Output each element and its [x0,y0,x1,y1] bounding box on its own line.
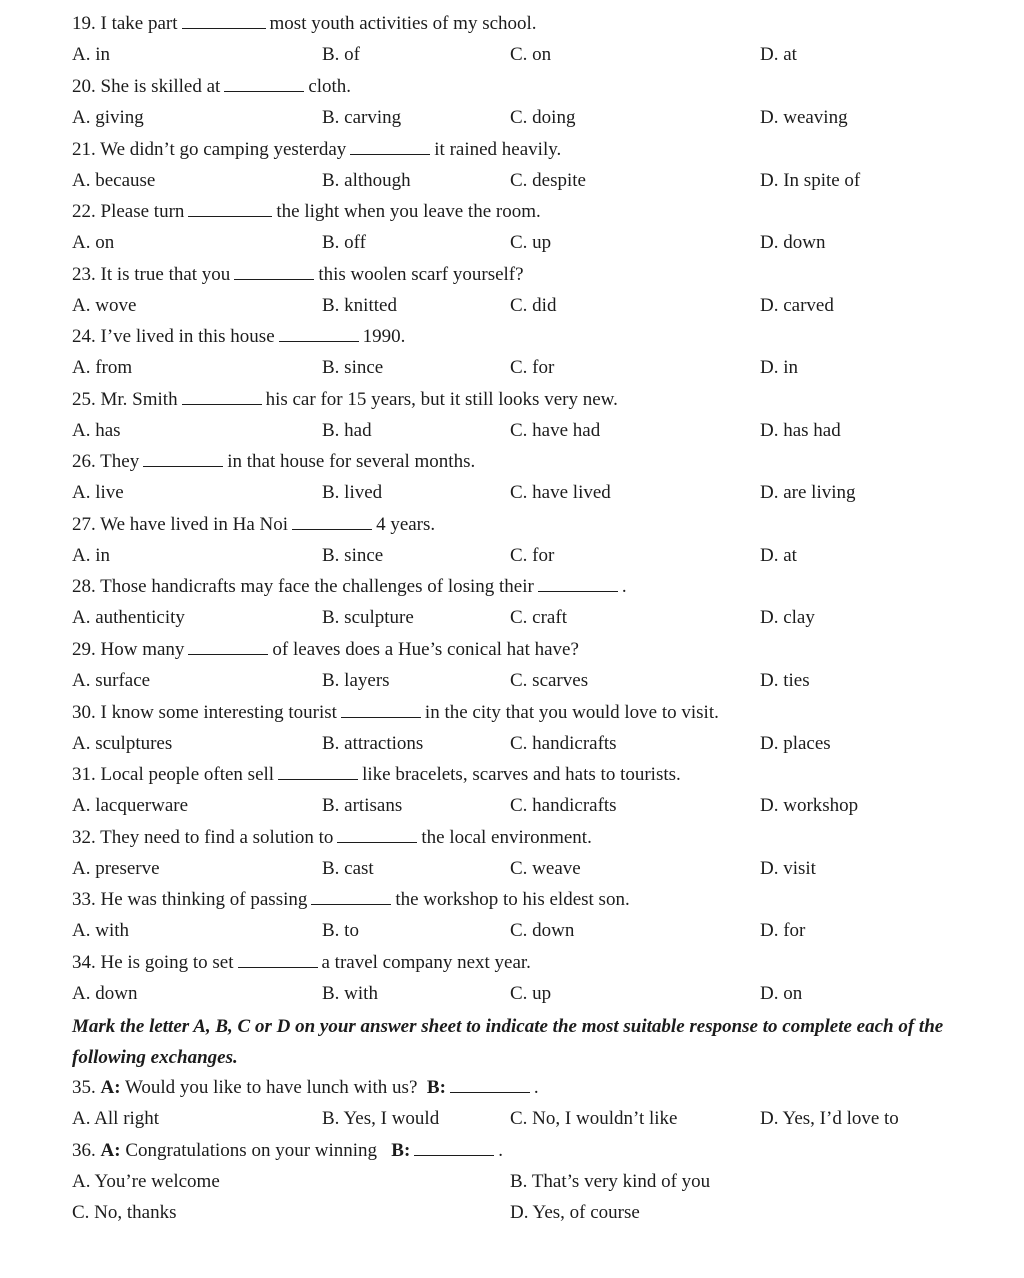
option-a: A. lacquerware [72,795,189,816]
option-d: D. in [760,357,798,378]
question-number: 27. [72,514,96,535]
question-number: 23. [72,264,96,285]
option-b: B. off [322,232,366,253]
question-text-after: in that house for several months. [227,451,476,472]
question-23 [72,260,524,290]
question-number: 19. [72,13,96,34]
question-text-after: . [498,1140,504,1161]
question-text-before: She is skilled at [100,76,221,97]
option-c: C. doing [510,107,576,128]
question-text-after: 4 years. [376,514,436,535]
option-b: B. knitted [322,295,397,316]
question-number: 34. [72,952,96,973]
option-c: C. despite [510,170,586,191]
option-d: D. at [760,44,797,65]
question-number: 30. [72,702,96,723]
option-d: D. ties [760,670,810,691]
question-text-before: Local people often sell [100,764,275,785]
question-29 [72,635,579,665]
question-text-before: I’ve lived in this house [100,326,275,347]
question-text-after: most youth activities of my school. [269,13,537,34]
answer-blank [188,198,272,217]
option-c: C. for [510,357,555,378]
question-text-after: this woolen scarf yourself? [318,264,524,285]
option-b: B. Yes, I would [322,1108,440,1129]
option-c: C. on [510,44,552,65]
option-d: D. for [760,920,806,941]
question-text-before: It is true that you [100,264,231,285]
answer-blank [341,699,421,718]
option-b: B. carving [322,107,402,128]
question-26 [72,447,475,477]
question-number: 35. [72,1077,96,1098]
option-c: C. handicrafts [510,733,617,754]
option-a: A. in [72,545,110,566]
option-a: A. on [72,232,115,253]
answer-blank [450,1074,530,1093]
question-number: 26. [72,451,96,472]
answer-blank [538,573,618,592]
question-text-after: of leaves does a Hue’s conical hat have? [272,639,579,660]
question-19 [72,9,537,39]
option-c: C. up [510,983,552,1004]
question-21 [72,135,561,165]
option-c: C. No, thanks [72,1202,177,1223]
question-text-before: He was thinking of passing [100,889,308,910]
question-number: 25. [72,389,96,410]
option-a: A. in [72,44,110,65]
question-text-before: He is going to set [100,952,234,973]
option-c: C. have lived [510,482,611,503]
question-text-before: Mr. Smith [100,389,178,410]
option-b: B. since [322,545,384,566]
question-text-before: We didn’t go camping yesterday [100,139,347,160]
option-a: A. All right [72,1108,160,1129]
answer-blank [311,886,391,905]
answer-blank [279,323,359,342]
option-d: D. clay [760,607,815,628]
option-c: C. have had [510,420,601,441]
answer-blank [292,511,372,530]
option-a: A. preserve [72,858,160,879]
option-d: D. In spite of [760,170,861,191]
section-instruction: Mark the letter A, B, C or D on your answer sheet to indicate the most suitable response to complete each of the following exchanges. [72,1016,944,1068]
speaker-a-label: A: [100,1077,121,1098]
option-d: D. workshop [760,795,859,816]
question-text-before: I take part [100,13,178,34]
question-24 [72,322,405,352]
option-c: C. down [510,920,575,941]
option-c: C. did [510,295,557,316]
option-c: C. No, I wouldn’t like [510,1108,678,1129]
option-b: B. cast [322,858,374,879]
question-number: 28. [72,576,96,597]
option-d: D. has had [760,420,841,441]
option-a: A. because [72,170,156,191]
option-b: B. to [322,920,359,941]
option-a: A. live [72,482,124,503]
question-text-after: cloth. [308,76,352,97]
option-a: A. sculptures [72,733,173,754]
option-c: C. craft [510,607,567,628]
question-22 [72,197,541,227]
question-number: 33. [72,889,96,910]
question-text-before: Those handicrafts may face the challenges of losing their [100,576,534,597]
question-text-before: Please turn [100,201,185,222]
question-31 [72,760,681,790]
option-a: A. giving [72,107,144,128]
question-text-after: the light when you leave the room. [276,201,541,222]
answer-blank [182,386,262,405]
speaker-b-label: B: [426,1077,446,1098]
answer-blank [234,261,314,280]
answer-blank [182,10,266,29]
question-number: 24. [72,326,96,347]
question-text-after: the local environment. [421,827,592,848]
question-20 [72,72,351,102]
question-text-after: a travel company next year. [321,952,531,973]
option-a: A. You’re welcome [72,1171,220,1192]
answer-blank [188,636,268,655]
question-28 [72,572,627,602]
answer-blank [337,824,417,843]
question-32 [72,823,592,853]
option-d: D. Yes, I’d love to [760,1108,899,1129]
option-d: D. at [760,545,797,566]
question-text-before: We have lived in Ha Noi [100,514,289,535]
question-number: 32. [72,827,96,848]
question-30 [72,698,719,728]
question-text-after: the workshop to his eldest son. [395,889,630,910]
question-text-after: it rained heavily. [434,139,562,160]
question-number: 31. [72,764,96,785]
question-text-after: 1990. [362,326,406,347]
question-number: 22. [72,201,96,222]
option-d: D. are living [760,482,856,503]
option-c: C. scarves [510,670,589,691]
option-b: B. layers [322,670,390,691]
speaker-a-text: Congratulations on your winning [125,1140,378,1161]
question-text-before: They need to find a solution to [100,827,334,848]
option-a: A. has [72,420,121,441]
option-b: B. of [322,44,360,65]
option-b: B. had [322,420,372,441]
question-text-after: like bracelets, scarves and hats to tourists. [362,764,681,785]
option-a: A. wove [72,295,137,316]
answer-blank [350,136,430,155]
answer-blank [224,73,304,92]
question-text-after: in the city that you would love to visit. [424,702,719,723]
option-c: C. handicrafts [510,795,617,816]
question-27 [72,510,435,540]
question-34 [72,948,531,978]
exchange-35 [72,1073,539,1103]
speaker-a-label: A: [100,1140,121,1161]
option-b: B. since [322,357,384,378]
option-b: B. artisans [322,795,403,816]
option-d: D. places [760,733,831,754]
answer-blank [143,448,223,467]
question-number: 36. [72,1140,96,1161]
question-33 [72,885,630,915]
option-b: B. with [322,983,378,1004]
answer-blank [238,949,318,968]
question-number: 21. [72,139,96,160]
option-d: D. Yes, of course [510,1202,640,1223]
option-a: A. from [72,357,133,378]
option-c: C. for [510,545,555,566]
option-b: B. attractions [322,733,424,754]
option-a: A. surface [72,670,151,691]
option-b: B. That’s very kind of you [510,1171,711,1192]
question-text-after: . [533,1077,539,1098]
option-a: A. down [72,983,138,1004]
speaker-a-text: Would you like to have lunch with us? [124,1077,418,1098]
option-b: B. sculpture [322,607,414,628]
option-d: D. carved [760,295,834,316]
option-d: D. weaving [760,107,848,128]
answer-blank [414,1137,494,1156]
option-b: B. although [322,170,411,191]
option-c: C. up [510,232,552,253]
option-b: B. lived [322,482,383,503]
question-text-after: . [621,576,627,597]
question-number: 20. [72,76,96,97]
answer-blank [278,761,358,780]
option-c: C. weave [510,858,581,879]
speaker-b-label: B: [391,1140,411,1161]
question-text-after: his car for 15 years, but it still looks very new. [265,389,618,410]
question-text-before: They [100,451,140,472]
option-a: A. with [72,920,129,941]
question-text-before: I know some interesting tourist [100,702,337,723]
question-number: 29. [72,639,96,660]
option-d: D. down [760,232,826,253]
question-25 [72,385,618,415]
option-d: D. visit [760,858,816,879]
option-d: D. on [760,983,803,1004]
question-text-before: How many [100,639,185,660]
exchange-36 [72,1136,503,1166]
option-a: A. authenticity [72,607,185,628]
